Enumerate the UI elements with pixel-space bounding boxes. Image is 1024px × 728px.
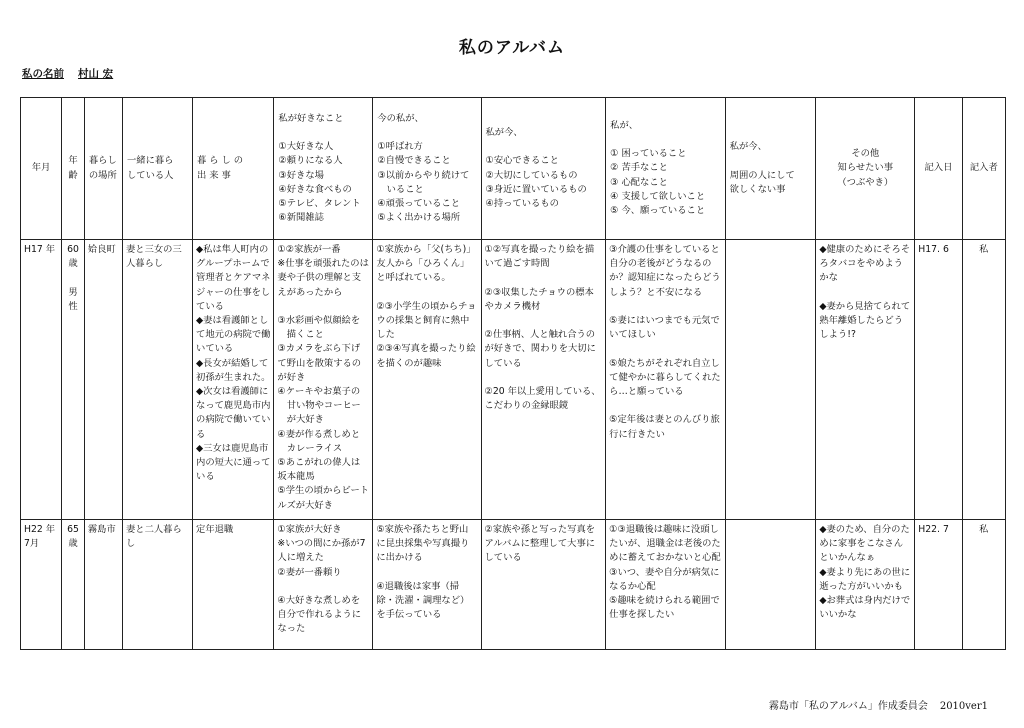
row2-age: 65 歳 (62, 520, 85, 650)
row2-entry-date: H22. 7 (915, 520, 962, 650)
header-row (21, 98, 1006, 240)
row2-people: 妻と二人暮らし (122, 520, 192, 650)
footer (769, 697, 988, 712)
row1-author: 私 (962, 240, 1005, 520)
row2-now: ⑤家族や孫たちと野山に昆虫採集や写真撮りに出かける ④退職後は家事（掃除・洗濯・調理など）を手伝っている (373, 520, 481, 650)
header-date: 年月 (21, 98, 62, 240)
header-other: その他 知らせたい事 （つぶやき） (816, 98, 915, 240)
name-label: 私の名前 (22, 68, 64, 80)
header-entry-date: 記入日 (915, 98, 962, 240)
row2-worries: ①③退職後は趣味に没頭したいが、退職金は老後のために蓄えておかないと心配 ③いつ、妻や自分が病気になるか心配 ⑤趣味を続けられる範囲で仕事を探したい (606, 520, 726, 650)
row2-unwanted (725, 520, 816, 650)
row1-date: H17 年 (21, 240, 62, 520)
row2-likes: ①家族が大好き ※いつの間にか孫が7人に増えた ②妻が一番頼り ④大好きな煮しめを自分で作れるようになった (274, 520, 373, 650)
row2-place: 霧島市 (84, 520, 122, 650)
row2-other: ◆妻のため、自分のために家事をこなさんといかんなぁ ◆妻より先にあの世に逝った方がいいかも ◆お葬式は身内だけでいいかな (816, 520, 915, 650)
row1-place: 姶良町 (84, 240, 122, 520)
header-unwanted: 私が今、 周囲の人にして 欲しくない事 (725, 98, 816, 240)
header-age: 年 齢 (62, 98, 85, 240)
row1-entry-date: H17. 6 (915, 240, 962, 520)
footer-committee: 霧島市「私のアルバム」作成委員会 (768, 701, 928, 712)
row1-events: ◆私は隼人町内のグループホームで管理者とケアマネジャーの仕事をしている ◆妻は看護師として地元の病院で働いている ◆長女が結婚して初孫が生まれた。 ◆次女は看護師になって鹿児島市内の病院で働いている ◆三女は鹿児島市内の短大に通っている (193, 240, 274, 520)
header-now: 今の私が、 ①呼ばれ方 ②自慢できること ③以前からやり続けて いること ④頑張っていること ⑤よく出かける場所 (373, 98, 481, 240)
row2-author: 私 (962, 520, 1005, 650)
author-name (22, 66, 113, 81)
row1-unwanted (725, 240, 816, 520)
header-worries: 私が、 ① 困っていること ② 苦手なこと ③ 心配なこと ④ 支援して欲しいこと ⑤ 今、願っていること (606, 98, 726, 240)
name-value: 村山 宏 (78, 68, 114, 80)
row1-now: ①家族から「父(ちち)」友人から「ひろくん」と呼ばれている。 ②③小学生の頃からチョウの採集と飼育に熱中した ②③④写真を撮ったり絵を描くのが趣味 (373, 240, 481, 520)
row1-worries: ③介護の仕事をしていると自分の老後がどうなるのか？認知症になったらどうしよう？と不安になる ⑤妻にはいつまでも元気でいてほしい ⑤娘たちがそれぞれ自立して健やかに暮らしてくれたら…と願っている ⑤定年後は妻とのんびり旅行に行きたい (606, 240, 726, 520)
table-row (21, 240, 1006, 520)
header-now2: 私が今、 ①安心できること ②大切にしているもの ③身近に置いているもの ④持っているもの (481, 98, 606, 240)
row1-likes: ①②家族が一番 ※仕事を頑張れたのは妻や子供の理解と支えがあったから ③水彩画や似顔絵を 描くこと ③カメラをぶら下げて野山を散策するのが好き ④ケーキやお菓子の 甘い物やコーヒー が大好き ④妻が作る煮しめと カレーライス ⑤あこがれの偉人は坂本龍馬 ⑤学生の頃からビートルズが大好き (274, 240, 373, 520)
album-table (20, 97, 1006, 650)
row1-other: ◆健康のためにそろそろタバコをやめようかな ◆妻から見捨てられて熟年離婚したらどうしよう!? (816, 240, 915, 520)
table-row (21, 520, 1006, 650)
row1-age: 60 歳 男 性 (62, 240, 85, 520)
header-place: 暮らし の場所 (84, 98, 122, 240)
header-events: 暮 ら し の 出 来 事 (193, 98, 274, 240)
header-people: 一緒に暮ら している人 (122, 98, 192, 240)
header-author: 記入者 (962, 98, 1005, 240)
footer-version: 2010ver1 (939, 701, 988, 712)
row2-now2: ②家族や孫と写った写真をアルバムに整理して大事にしている (481, 520, 606, 650)
page-title: 私のアルバム (458, 38, 566, 58)
row2-date: H22 年 7月 (21, 520, 62, 650)
row1-people: 妻と三女の三人暮らし (122, 240, 192, 520)
header-likes: 私が好きなこと ①大好きな人 ②頼りになる人 ③好きな場 ④好きな食べもの ⑤テレビ、タレント ⑥新聞雑誌 (274, 98, 373, 240)
row1-now2: ①②写真を撮ったり絵を描いて過ごす時間 ②③収集したチョウの標本やカメラ機材 ②仕事柄、人と触れ合うのが好きで、関わりを大切にしている ②20 年以上愛用している、こだわりの金縁眼鏡 (481, 240, 606, 520)
row2-events: 定年退職 (193, 520, 274, 650)
